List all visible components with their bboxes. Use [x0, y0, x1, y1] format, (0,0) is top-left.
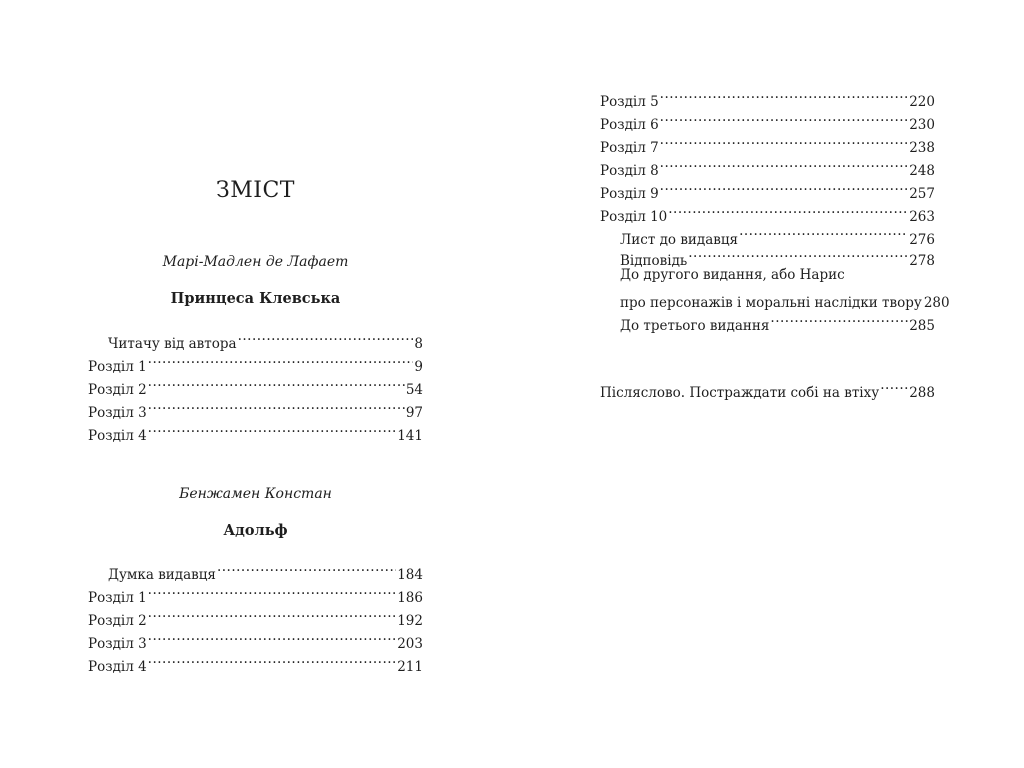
toc-entry-label: Думка видавця: [108, 567, 216, 583]
toc-entry-line2: [620, 286, 950, 311]
dot-leader: [217, 556, 396, 579]
toc-entry-page: 263: [909, 209, 935, 225]
author-name: Марі-Мадлен де Лафает: [162, 254, 349, 270]
dot-leader: [660, 129, 909, 152]
toc-entry-label: Відповідь: [620, 253, 688, 269]
toc-entry-label: Лист до видавця: [620, 232, 739, 248]
dot-leader: [148, 625, 397, 648]
dot-leader: [148, 394, 405, 417]
work-title: Адольф: [223, 522, 288, 539]
toc-entry-page: 257: [909, 186, 935, 202]
toc-entry-label: Розділ 6: [600, 117, 659, 133]
toc-entry-label: Розділ 5: [600, 94, 659, 110]
toc-entry-page: 211: [397, 659, 423, 675]
toc-entry-label: Розділ 4: [88, 428, 147, 444]
dot-leader: [668, 198, 908, 221]
dot-leader: [660, 152, 909, 175]
toc-entry-page: 248: [909, 163, 935, 179]
toc-entry-page: 8: [414, 336, 423, 352]
toc-entry[interactable]: [88, 556, 423, 583]
toc-entry-page: 278: [909, 253, 935, 269]
contents-title: ЗМІСТ: [216, 178, 295, 203]
toc-list: [88, 325, 423, 444]
toc-entry-label: Розділ 10: [600, 209, 668, 225]
dot-leader: [660, 175, 909, 198]
toc-entry[interactable]: [88, 325, 423, 352]
toc-entry-label: Читачу від автора: [108, 336, 237, 352]
dot-leader: [688, 242, 908, 265]
toc-entry-afterword[interactable]: [600, 374, 935, 401]
toc-entry-page: 97: [405, 405, 423, 421]
toc-entry-page: 184: [397, 567, 423, 583]
dot-leader: [880, 374, 908, 397]
toc-entry-label-line1: До другого видання, або Нарис: [620, 267, 845, 283]
toc-entry-page: 230: [909, 117, 935, 133]
dot-leader: [148, 417, 397, 440]
dot-leader: [739, 221, 908, 244]
toc-entry-label: Розділ 9: [600, 186, 659, 202]
toc-entry-label: До третього видання: [620, 318, 770, 334]
dot-leader: [148, 602, 397, 625]
work-title: Принцеса Клевська: [170, 290, 341, 307]
toc-entry-page: 54: [405, 382, 423, 398]
dot-leader: [660, 83, 909, 106]
dot-leader: [770, 307, 908, 330]
toc-entry-label: Розділ 8: [600, 163, 659, 179]
toc-entry-page: 238: [909, 140, 935, 156]
toc-entry-label: Післяслово. Постраждати собі на втіху: [600, 385, 880, 401]
author-name: Бенжамен Констан: [179, 486, 332, 502]
toc-list: [600, 83, 950, 334]
dot-leader: [238, 325, 414, 348]
toc-entry-page: 186: [397, 590, 423, 606]
toc-entry-multiline[interactable]: [600, 265, 950, 311]
toc-entry-page: 288: [909, 385, 935, 401]
right-page: [512, 0, 1024, 768]
toc-entry[interactable]: [600, 83, 935, 110]
toc-entry-label: Розділ 3: [88, 405, 147, 421]
toc-entry-label: Розділ 1: [88, 359, 147, 375]
dot-leader: [660, 106, 909, 129]
toc-entry-page: 220: [909, 94, 935, 110]
toc-entry-label: Розділ 7: [600, 140, 659, 156]
toc-entry-page: 280: [923, 295, 950, 311]
toc-entry-page: 276: [909, 232, 935, 248]
toc-entry-label: Розділ 1: [88, 590, 147, 606]
dot-leader: [148, 371, 405, 394]
toc-entry-label: Розділ 2: [88, 613, 147, 629]
dot-leader: [148, 579, 397, 602]
dot-leader: [148, 348, 414, 371]
toc-entry-label: Розділ 3: [88, 636, 147, 652]
toc-list: [88, 556, 423, 675]
toc-entry-label: Розділ 4: [88, 659, 147, 675]
toc-entry-page: 203: [397, 636, 423, 652]
toc-entry-label-line2: про персонажів і моральні наслідки твору: [620, 295, 922, 311]
toc-entry-page: 141: [397, 428, 423, 444]
toc-entry-page: 285: [909, 318, 935, 334]
toc-entry-page: 192: [397, 613, 423, 629]
afterword-list: [600, 374, 935, 401]
toc-entry-label: Розділ 2: [88, 382, 147, 398]
dot-leader: [148, 648, 397, 671]
toc-entry-page: 9: [414, 359, 423, 375]
